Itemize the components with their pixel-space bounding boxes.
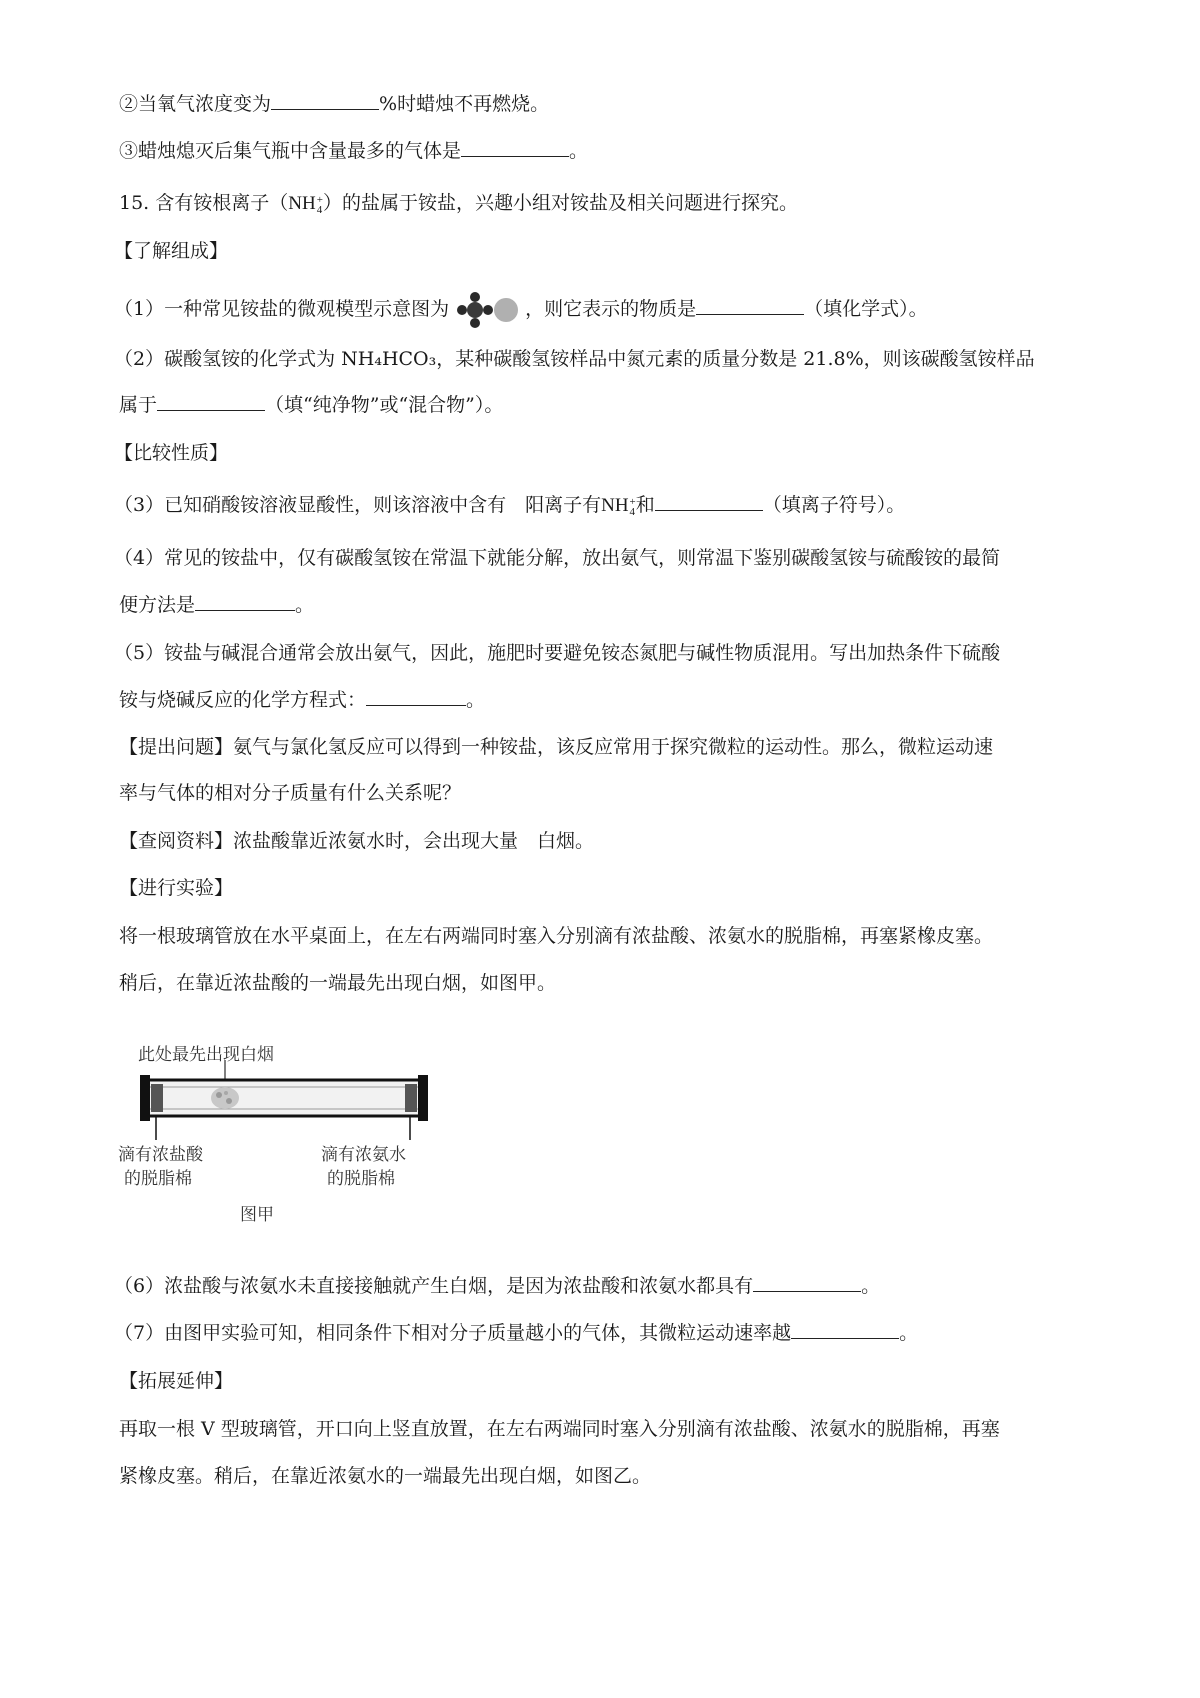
ammonium-ion: NH+ 4: [288, 193, 323, 216]
answer-blank[interactable]: [791, 1320, 899, 1339]
answer-blank[interactable]: [366, 687, 466, 706]
q15-part-4-line-1: （4）常见的铵盐中，仅有碳酸氢铵在常温下就能分解，放出氨气，则常温下鉴别碳酸氢铵与硫酸铵的最简: [114, 547, 1001, 569]
q15-part-5-line-1: （5）铵盐与碱混合通常会放出氨气，因此，施肥时要避免铵态氮肥与碱性物质混用。写出加热条件下硫酸: [114, 642, 1001, 664]
reference-info: 【查阅资料】浓盐酸靠近浓氨水时，会出现大量 白烟。: [119, 830, 595, 852]
answer-blank[interactable]: [271, 91, 379, 110]
figure-left-label-1: 滴有浓盐酸: [118, 1145, 203, 1165]
figure-right-label-2: 的脱脂棉: [327, 1169, 395, 1189]
question-line-2: 率与气体的相对分子质量有什么关系呢？: [119, 782, 462, 804]
q15-part-2-line-1: （2）碳酸氢铵的化学式为 NH₄HCO₃，某种碳酸氢铵样品中氮元素的质量分数是 21.8%，则该碳酸氢铵样品: [114, 348, 1035, 370]
section-heading-composition: 【了解组成】: [114, 240, 229, 262]
section-heading-extension: 【拓展延伸】: [119, 1370, 234, 1392]
answer-blank[interactable]: [655, 492, 763, 511]
q14-line-2: ②当氧气浓度变为 %时蜡烛不再燃烧。: [119, 93, 550, 115]
q15-part-4-line-2: 便方法是 。: [119, 594, 315, 616]
q15-part-5-line-2: 铵与烧碱反应的化学方程式： 。: [119, 689, 486, 711]
q15-part-2-line-2: 属于 （填“纯净物”或“混合物”）。: [119, 394, 504, 416]
answer-blank[interactable]: [696, 296, 804, 315]
experiment-line-2: 稍后，在靠近浓盐酸的一端最先出现白烟，如图甲。: [119, 972, 557, 994]
section-heading-experiment: 【进行实验】: [119, 877, 234, 899]
molecule-model-icon: [451, 291, 523, 329]
answer-blank[interactable]: [461, 138, 569, 157]
answer-blank[interactable]: [157, 392, 265, 411]
extension-line-1: 再取一根 V 型玻璃管，开口向上竖直放置，在左右两端同时塞入分别滴有浓盐酸、浓氨水的脱脂棉，再塞: [119, 1418, 1000, 1440]
q15-part-1: （1）一种常见铵盐的微观模型示意图为 ，则它表示的物质是 （填化学式）。: [114, 291, 928, 329]
question-line-1: 【提出问题】氨气与氯化氢反应可以得到一种铵盐，该反应常用于探究微粒的运动性。那么，微粒运动速: [119, 736, 994, 758]
q15-part-6: （6）浓盐酸与浓氨水未直接接触就产生白烟，是因为浓盐酸和浓氨水都具有 。: [114, 1275, 881, 1297]
q15-part-3: （3）已知硝酸铵溶液显酸性，则该溶液中含有 阳离子有NH+ 4和 （填离子符号）。: [114, 494, 906, 518]
answer-blank[interactable]: [195, 592, 295, 611]
experiment-line-1: 将一根玻璃管放在水平桌面上，在左右两端同时塞入分别滴有浓盐酸、浓氨水的脱脂棉，再塞紧橡皮塞。: [119, 925, 994, 947]
figure-right-label-1: 滴有浓氨水: [321, 1145, 406, 1165]
figure-top-label: 此处最先出现白烟: [138, 1045, 274, 1065]
figure-jia: [118, 1040, 438, 1250]
figure-caption: 图甲: [240, 1205, 274, 1225]
q15-intro: 15. 含有铵根离子（NH+ 4）的盐属于铵盐，兴趣小组对铵盐及相关问题进行探究。: [119, 192, 798, 216]
answer-blank[interactable]: [753, 1273, 861, 1292]
section-heading-properties: 【比较性质】: [114, 442, 229, 464]
extension-line-2: 紧橡皮塞。稍后，在靠近浓氨水的一端最先出现白烟，如图乙。: [119, 1465, 652, 1487]
q15-part-7: （7）由图甲实验可知，相同条件下相对分子质量越小的气体，其微粒运动速率越 。: [114, 1322, 919, 1344]
figure-left-label-2: 的脱脂棉: [124, 1169, 192, 1189]
ammonium-ion: NH+ 4: [601, 495, 636, 518]
q14-line-3: ③蜡烛熄灭后集气瓶中含量最多的气体是 。: [119, 140, 589, 162]
